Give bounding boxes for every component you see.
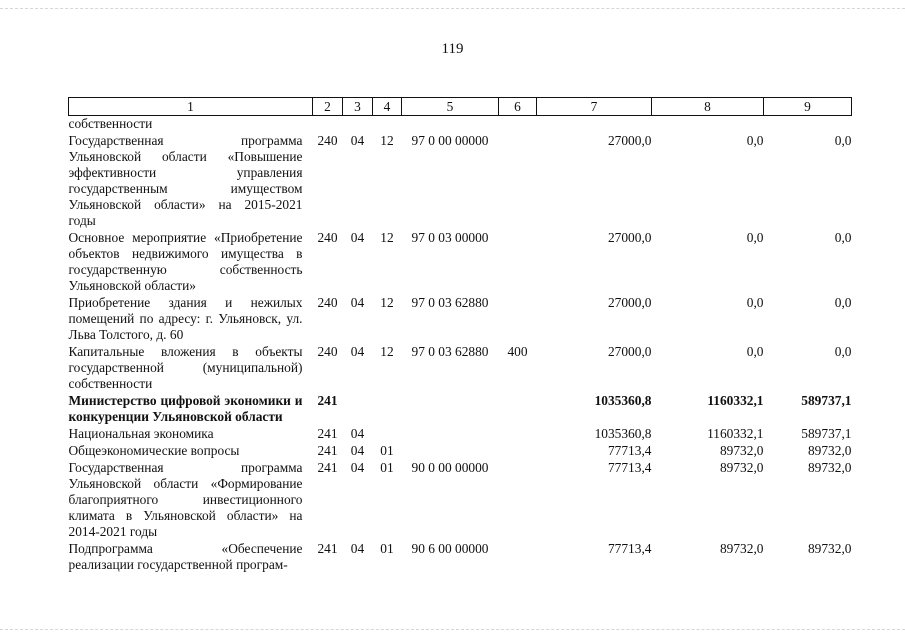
cell-amount-col7: 1035360,8 [594,426,652,441]
cell-section: 04 [350,541,365,556]
cell-department: 241 [317,541,338,556]
cell-subsection: 12 [380,295,394,310]
cell-amount-col8: 0,0 [746,133,764,148]
cell-amount-col7: 1035360,8 [594,393,652,408]
scan-edge-bottom [0,629,905,631]
item-name: Подпрограмма «Обеспечение реализации государственной програм- [68,541,303,572]
cell-section [343,116,373,133]
cell-section: 04 [350,230,365,245]
cell-amount-col7 [537,116,652,133]
cell-target-article: 90 0 00 00000 [411,460,489,475]
cell-subsection: 12 [380,230,394,245]
cell-amount-col7: 27000,0 [607,230,652,245]
cell-amount-col9: 89732,0 [807,541,852,556]
cell-amount-col7: 27000,0 [607,295,652,310]
cell-department: 240 [317,295,338,310]
cell-amount-col7: 27000,0 [607,133,652,148]
scan-edge-top [0,8,905,10]
cell-target-article: 90 6 00 00000 [411,541,489,556]
item-name: Национальная экономика [68,426,214,441]
table-row [69,425,852,442]
cell-amount-col7: 77713,4 [607,443,652,458]
table-row [69,442,852,459]
cell-expense-type [499,132,537,229]
cell-amount-col9: 89732,0 [807,443,852,458]
cell-amount-col9: 0,0 [834,344,852,359]
cell-target-article: 97 0 03 00000 [411,230,489,245]
col-header-8: 8 [652,98,764,116]
cell-expense-type [499,540,537,573]
cell-amount-col9 [764,116,852,133]
cell-expense-type [499,116,537,133]
budget-table [68,97,852,573]
cell-section: 04 [350,426,365,441]
header-row [69,98,852,116]
cell-expense-type [499,294,537,343]
cell-subsection [373,425,402,442]
cell-expense-type [499,442,537,459]
table-row [69,392,852,425]
item-name: Капитальные вложения в объекты государственной (муниципальной) собственности [68,344,303,391]
table-row [69,459,852,540]
cell-subsection: 01 [380,443,394,458]
col-header-7: 7 [537,98,652,116]
cell-section: 04 [350,460,365,475]
cell-department: 241 [317,443,338,458]
cell-target-article [402,442,499,459]
table-row [69,132,852,229]
cell-expense-type [499,425,537,442]
cell-target-article [402,116,499,133]
cell-amount-col9: 0,0 [834,230,852,245]
cell-target-article: 97 0 00 00000 [411,133,489,148]
cell-expense-type [499,459,537,540]
cell-expense-type: 400 [507,344,528,359]
cell-amount-col7: 77713,4 [607,541,652,556]
col-header-2: 2 [313,98,343,116]
page-number: 119 [441,41,464,57]
item-name: Основное мероприятие «Приобретение объектов недвижимого имущества в государственную собственность Ульяновской области» [68,230,303,293]
cell-amount-col8: 0,0 [746,230,764,245]
cell-department [313,116,343,133]
table-row [69,540,852,573]
cell-department: 241 [317,426,338,441]
cell-section: 04 [350,295,365,310]
table-row [69,229,852,294]
item-name: Министерство цифровой экономики и конкуренции Ульяновской области [68,393,303,424]
cell-subsection [373,392,402,425]
cell-department: 241 [317,393,338,408]
cell-target-article: 97 0 03 62880 [411,344,489,359]
cell-amount-col8: 89732,0 [719,541,764,556]
cell-amount-col8: 0,0 [746,344,764,359]
cell-subsection: 12 [380,133,394,148]
cell-department: 240 [317,344,338,359]
cell-target-article [402,392,499,425]
cell-section [343,392,373,425]
cell-subsection: 01 [380,541,394,556]
col-header-4: 4 [373,98,402,116]
cell-amount-col9: 589737,1 [801,393,852,408]
cell-expense-type [499,392,537,425]
cell-amount-col7: 27000,0 [607,344,652,359]
table-row [69,116,852,133]
cell-subsection [373,116,402,133]
cell-expense-type [499,229,537,294]
cell-subsection: 12 [380,344,394,359]
cell-amount-col8: 1160332,1 [707,426,764,441]
cell-amount-col9: 0,0 [834,133,852,148]
cell-amount-col9: 89732,0 [807,460,852,475]
cell-section: 04 [350,133,365,148]
cell-department: 241 [317,460,338,475]
item-name: Приобретение здания и нежилых помещений по адресу: г. Ульяновск, ул. Льва Толстого, д. 60 [68,295,303,342]
cell-amount-col8 [652,116,764,133]
col-header-3: 3 [343,98,373,116]
col-header-1: 1 [69,98,313,116]
col-header-9: 9 [764,98,852,116]
cell-amount-col8: 1160332,1 [707,393,764,408]
cell-amount-col9: 589737,1 [801,426,852,441]
cell-subsection: 01 [380,460,394,475]
cell-department: 240 [317,133,338,148]
cell-department: 240 [317,230,338,245]
cell-section: 04 [350,344,365,359]
cell-target-article: 97 0 03 62880 [411,295,489,310]
col-header-6: 6 [499,98,537,116]
cell-amount-col8: 89732,0 [719,443,764,458]
cell-amount-col8: 0,0 [746,295,764,310]
cell-target-article [402,425,499,442]
cell-section: 04 [350,443,365,458]
table-body [69,116,852,574]
cell-amount-col7: 77713,4 [607,460,652,475]
item-name: собственности [68,116,153,131]
table-row [69,294,852,343]
item-name: Общеэкономические вопросы [68,443,240,458]
item-name: Государственная программа Ульяновской области «Повышение эффективности управления государственным имуществом Ульяновской области» на 2015-2021 годы [68,133,303,228]
table-row [69,343,852,392]
cell-amount-col8: 89732,0 [719,460,764,475]
item-name: Государственная программа Ульяновской области «Формирование благоприятного инвестиционного климата в Ульяновской области» на 2014-2021 годы [68,460,303,539]
col-header-5: 5 [402,98,499,116]
cell-amount-col9: 0,0 [834,295,852,310]
